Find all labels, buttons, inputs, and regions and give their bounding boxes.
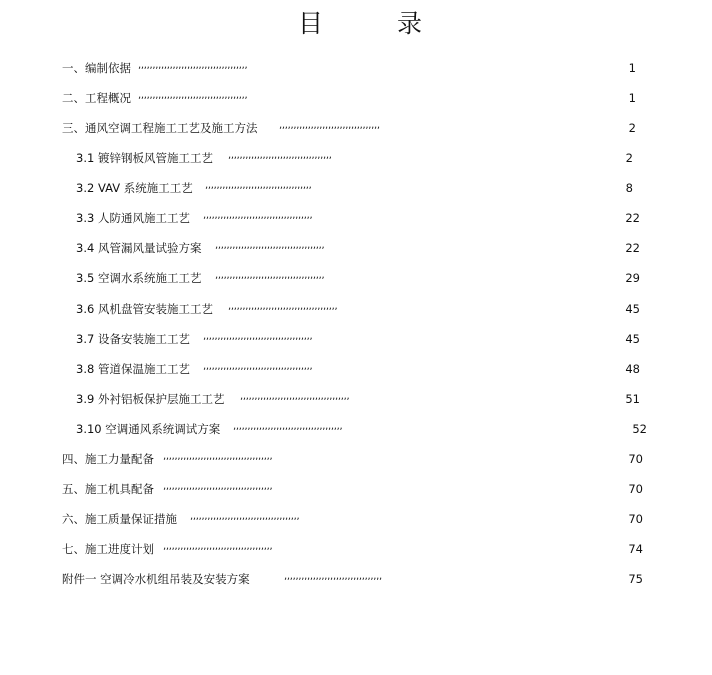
toc-entry-label: 四、施工力量配备 [62, 452, 154, 466]
toc-entry-label: 3.3 人防通风施工工艺 [76, 211, 190, 225]
toc-entry-page: 70 [628, 512, 643, 526]
toc-entry[interactable] [0, 59, 712, 77]
toc-entry[interactable] [0, 300, 712, 318]
toc-entry[interactable] [0, 390, 712, 408]
toc-entry[interactable] [0, 209, 712, 227]
toc-entry-page: 1 [628, 91, 636, 105]
toc-entry[interactable] [0, 89, 712, 107]
toc-entry[interactable] [0, 480, 712, 498]
page-title-char-1: 目 [298, 9, 324, 38]
toc-entry-page: 2 [625, 151, 633, 165]
toc-entry[interactable] [0, 360, 712, 378]
toc-entry[interactable] [0, 119, 712, 137]
toc-entry[interactable] [0, 269, 712, 287]
toc-entry-page: 70 [628, 452, 643, 466]
toc-entry[interactable] [0, 540, 712, 558]
page-title-char-2: 录 [397, 9, 423, 38]
toc-entry-label: 3.1 镀锌钢板风管施工工艺 [76, 151, 213, 165]
toc-entry-label: 3.6 风机盘管安装施工工艺 [76, 302, 213, 316]
toc-entry-label: 3.8 管道保温施工工艺 [76, 362, 190, 376]
toc-entry-leader: ,,,,,,,,,,,,,,,,,,,,,,,,,,,,,,,,,,,,,, [163, 451, 273, 462]
toc-entry-label: 3.10 空调通风系统调试方案 [76, 422, 221, 436]
toc-entry-leader: ,,,,,,,,,,,,,,,,,,,,,,,,,,,,,,,,,,,,,, [233, 421, 343, 432]
toc-entry-leader: ,,,,,,,,,,,,,,,,,,,,,,,,,,,,,,,,,,,,,, [190, 511, 300, 522]
toc-entry-page: 8 [625, 181, 633, 195]
toc-entry-page: 74 [628, 542, 643, 556]
toc-entry[interactable] [0, 330, 712, 348]
toc-entry-page: 22 [625, 241, 640, 255]
toc-entry-page: 22 [625, 211, 640, 225]
toc-entry-label: 六、施工质量保证措施 [62, 512, 177, 526]
toc-entry[interactable] [0, 179, 712, 197]
toc-entry-leader: ,,,,,,,,,,,,,,,,,,,,,,,,,,,,,,,,,,,,,, [138, 60, 248, 71]
toc-entry-page: 45 [625, 332, 640, 346]
toc-entry-leader: ,,,,,,,,,,,,,,,,,,,,,,,,,,,,,,,,,,,,,, [240, 391, 350, 402]
toc-entry-label: 五、施工机具配备 [62, 482, 154, 496]
toc-entry-page: 52 [632, 422, 647, 436]
toc-entry-label: 附件一 空调冷水机组吊装及安装方案 [62, 572, 250, 586]
toc-entry-leader: ,,,,,,,,,,,,,,,,,,,,,,,,,,,,,,,,,,,,, [205, 180, 312, 191]
toc-entry[interactable] [0, 239, 712, 257]
toc-entry-leader: ,,,,,,,,,,,,,,,,,,,,,,,,,,,,,,,,,,, [279, 120, 380, 131]
toc-entry-leader: ,,,,,,,,,,,,,,,,,,,,,,,,,,,,,,,,,,,,,, [203, 210, 313, 221]
toc-entry-label: 3.7 设备安装施工工艺 [76, 332, 190, 346]
toc-entry-label: 三、通风空调工程施工工艺及施工方法 [62, 121, 258, 135]
toc-entry[interactable] [0, 420, 712, 438]
toc-entry-label: 七、施工进度计划 [62, 542, 154, 556]
toc-entry-leader: ,,,,,,,,,,,,,,,,,,,,,,,,,,,,,,,,,,,,,, [203, 361, 313, 372]
toc-entry-leader: ,,,,,,,,,,,,,,,,,,,,,,,,,,,,,,,,,,,,,, [215, 240, 325, 251]
toc-entry-page: 70 [628, 482, 643, 496]
toc-entry-page: 48 [625, 362, 640, 376]
toc-entry-label: 3.5 空调水系统施工工艺 [76, 271, 202, 285]
toc-entry-leader: ,,,,,,,,,,,,,,,,,,,,,,,,,,,,,,,,,,,,,, [215, 270, 325, 281]
toc-entry-page: 45 [625, 302, 640, 316]
toc-entry-leader: ,,,,,,,,,,,,,,,,,,,,,,,,,,,,,,,,,,,, [228, 150, 332, 161]
toc-entry-page: 1 [628, 61, 636, 75]
toc-entry-leader: ,,,,,,,,,,,,,,,,,,,,,,,,,,,,,,,,,, [284, 571, 382, 582]
toc-entry[interactable] [0, 570, 712, 588]
toc-entry[interactable] [0, 149, 712, 167]
toc-entry-leader: ,,,,,,,,,,,,,,,,,,,,,,,,,,,,,,,,,,,,,, [228, 301, 338, 312]
toc-entry-leader: ,,,,,,,,,,,,,,,,,,,,,,,,,,,,,,,,,,,,,, [203, 331, 313, 342]
toc-entry-label: 3.4 风管漏风量试验方案 [76, 241, 202, 255]
toc-entry-label: 二、工程概况 [62, 91, 131, 105]
toc-entry[interactable] [0, 510, 712, 528]
toc-entry-page: 2 [628, 121, 636, 135]
toc-entry-leader: ,,,,,,,,,,,,,,,,,,,,,,,,,,,,,,,,,,,,,, [163, 481, 273, 492]
toc-entry-label: 一、编制依据 [62, 61, 131, 75]
toc-entry-page: 29 [625, 271, 640, 285]
toc-entry-leader: ,,,,,,,,,,,,,,,,,,,,,,,,,,,,,,,,,,,,,, [163, 541, 273, 552]
toc-entry[interactable] [0, 450, 712, 468]
toc-entry-page: 75 [628, 572, 643, 586]
toc-entry-label: 3.9 外衬铝板保护层施工工艺 [76, 392, 225, 406]
toc-entry-label: 3.2 VAV 系统施工工艺 [76, 181, 193, 195]
toc-entry-page: 51 [625, 392, 640, 406]
toc-entry-leader: ,,,,,,,,,,,,,,,,,,,,,,,,,,,,,,,,,,,,,, [138, 90, 248, 101]
